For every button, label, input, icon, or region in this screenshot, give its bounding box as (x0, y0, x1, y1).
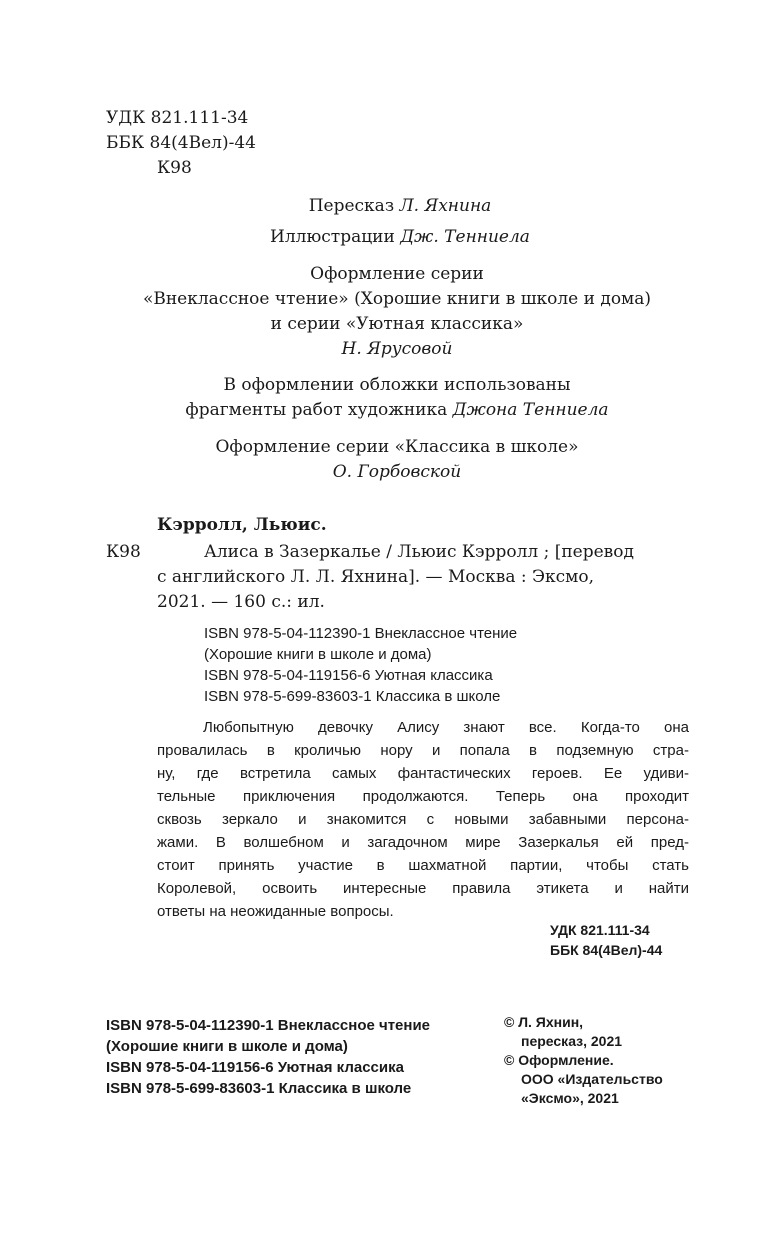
annotation (157, 716, 689, 923)
udk-code-bottom: УДК 821.111-34 (550, 922, 650, 938)
series-design-line2: «Внеклассное чтение» (Хорошие книги в школе и дома) (142, 289, 652, 309)
bbk-code: ББК 84(4Вел)-44 (106, 133, 256, 153)
series-designer-name: Н. Ярусовой (341, 339, 453, 359)
bib-mark: К98 (106, 542, 141, 562)
illustrations-label: Иллюстрации (270, 227, 395, 247)
school-series-designer: О. Горбовской (332, 462, 462, 482)
udk-code: УДК 821.111-34 (106, 108, 249, 128)
series-design-line1: Оформление серии (310, 264, 484, 284)
bib-author: Кэрролл, Льюис. (157, 515, 327, 535)
footer-isbn-line: ISBN 978-5-699-83603-1 Классика в школе (106, 1080, 412, 1097)
annotation-line: провалилась в кроличью нору и попала в подземную стра- (157, 742, 689, 759)
cover-note-line1: В оформлении обложки использованы (223, 375, 571, 395)
annotation-line: тельные приключения продолжаются. Теперь она проходит (157, 788, 689, 805)
school-series-design: Оформление серии «Классика в школе» (215, 437, 579, 457)
copyright-line: © Оформление. (504, 1052, 614, 1068)
bib-title-line3: 2021. — 160 с.: ил. (157, 592, 325, 612)
retold-credit (0, 194, 768, 219)
annotation-line: сквозь зеркало и знакомится с новыми забавными персона- (157, 811, 689, 828)
footer-isbn-block (106, 1015, 430, 1099)
bib-title-line1: Алиса в Зазеркалье / Льюис Кэрролл ; [перевод (204, 542, 634, 562)
copyright-line: пересказ, 2021 (521, 1033, 623, 1049)
cover-artist-name: Джона Тенниела (452, 400, 609, 420)
footer-isbn-line: (Хорошие книги в школе и дома) (106, 1038, 348, 1055)
retold-label: Пересказ (308, 196, 395, 216)
footer-isbn-line: ISBN 978-5-04-112390-1 Внеклассное чтение (106, 1017, 431, 1034)
series-design-line3: и серии «Уютная классика» (270, 314, 524, 334)
cover-note-line2 (0, 398, 768, 423)
copyright-line: ООО «Издательство (521, 1071, 663, 1087)
annotation-line: Любопытную девочку Алису знают все. Когда-то она (203, 719, 689, 736)
bib-isbn1-cont: (Хорошие книги в школе и дома) (204, 646, 432, 663)
bib-isbn2: ISBN 978-5-04-119156-6 Уютная классика (204, 667, 493, 684)
annotation-line: ответы на неожиданные вопросы. (157, 903, 394, 920)
retold-name: Л. Яхнина (399, 196, 492, 216)
footer-isbn-line: ISBN 978-5-04-119156-6 Уютная классика (106, 1059, 404, 1076)
bib-title-line2: с английского Л. Л. Яхнина]. — Москва : Эксмо, (157, 567, 595, 587)
bib-isbn3: ISBN 978-5-699-83603-1 Классика в школе (204, 688, 501, 705)
copyright-line: «Эксмо», 2021 (521, 1090, 619, 1106)
illustrations-name: Дж. Тенниела (400, 227, 530, 247)
author-mark: К98 (157, 158, 192, 178)
illustrations-credit (0, 225, 768, 250)
annotation-line: стоит принять участие в шахматной партии, чтобы стать (157, 857, 689, 874)
annotation-line: жами. В волшебном и загадочном мире Зазеркалья ей пред- (157, 834, 689, 851)
cover-note-text: фрагменты работ художника (185, 400, 448, 420)
copyright-line: © Л. Яхнин, (504, 1014, 584, 1030)
bbk-code-bottom: ББК 84(4Вел)-44 (550, 942, 663, 958)
annotation-line: Королевой, освоить интересные правила этикета и найти (157, 880, 689, 897)
annotation-line: ну, где встретила самых фантастических героев. Ее удиви- (157, 765, 689, 782)
bib-isbn1: ISBN 978-5-04-112390-1 Внеклассное чтение (204, 625, 518, 642)
copyright-block (504, 1013, 663, 1108)
